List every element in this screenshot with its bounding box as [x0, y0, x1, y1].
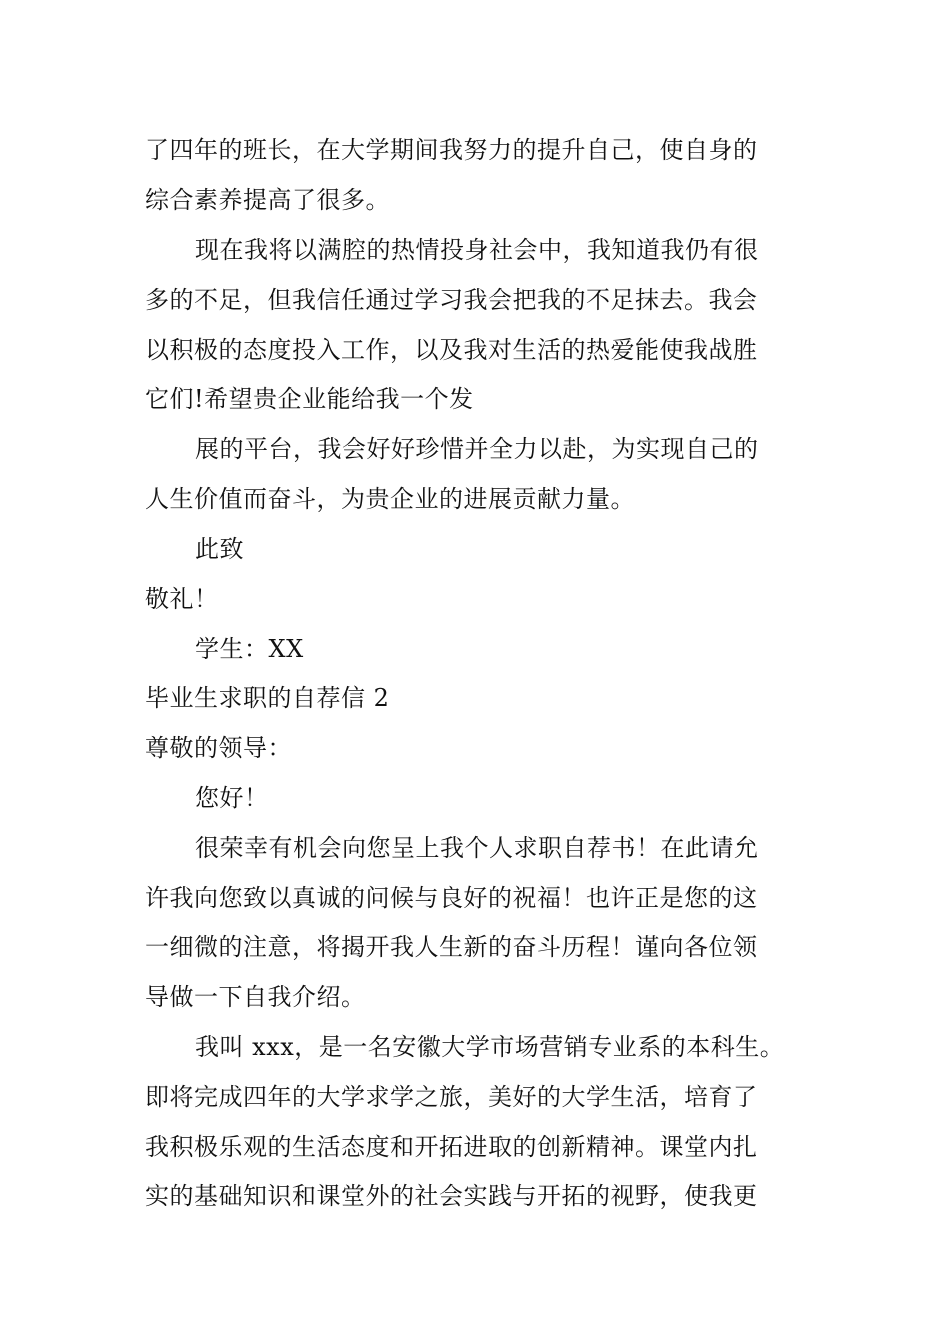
salutation: 尊敬的领导： [145, 734, 292, 762]
closing-phrase: 此致 [195, 535, 244, 563]
text-line: 许我向您致以真诚的问候与良好的祝福！也许正是您的这 [145, 884, 758, 912]
greeting: 您好！ [195, 784, 269, 812]
closing-salute: 敬礼！ [145, 585, 219, 613]
text-line: 它们!希望贵企业能给我一个发 [145, 385, 474, 413]
paragraph-start-line: 现在我将以满腔的热情投身社会中，我知道我仍有很 [195, 236, 759, 264]
section-title: 毕业生求职的自荐信 2 [145, 684, 390, 712]
paragraph-start-line: 我叫 xxx，是一名安徽大学市场营销专业系的本科生。 [195, 1033, 785, 1061]
text-line: 人生价值而奋斗，为贵企业的进展贡献力量。 [145, 485, 635, 513]
text-line: 导做一下自我介绍。 [145, 983, 366, 1011]
text-line: 即将完成四年的大学求学之旅，美好的大学生活，培育了 [145, 1083, 758, 1111]
paragraph-start-line: 展的平台，我会好好珍惜并全力以赴，为实现自己的 [195, 435, 759, 463]
text-line: 多的不足，但我信任通过学习我会把我的不足抹去。我会 [145, 286, 758, 314]
text-line: 以积极的态度投入工作，以及我对生活的热爱能使我战胜 [145, 336, 758, 364]
signature-line: 学生：XX [195, 635, 304, 663]
text-line: 一细微的注意，将揭开我人生新的奋斗历程！谨向各位领 [145, 933, 758, 961]
text-line: 实的基础知识和课堂外的社会实践与开拓的视野，使我更 [145, 1182, 758, 1210]
paragraph-start-line: 很荣幸有机会向您呈上我个人求职自荐书！在此请允 [195, 834, 759, 862]
text-line: 我积极乐观的生活态度和开拓进取的创新精神。课堂内扎 [145, 1133, 758, 1161]
text-line: 综合素养提高了很多。 [145, 186, 390, 214]
text-line: 了四年的班长，在大学期间我努力的提升自己，使自身的 [145, 136, 758, 164]
